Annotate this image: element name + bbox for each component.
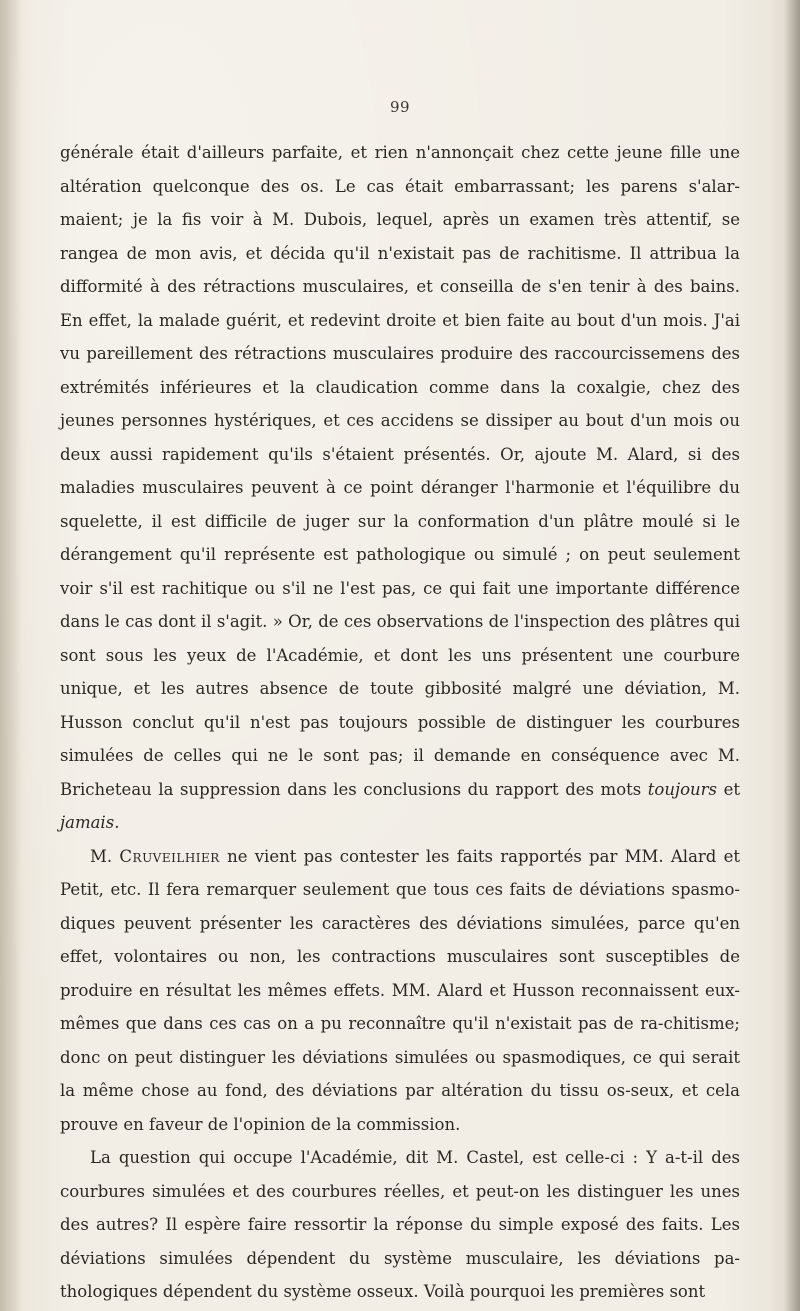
italic-word-toujours: toujours [647,779,718,799]
body-text [60,136,740,1309]
author-name-cruveilhier: Cruveilhier [119,846,220,866]
paragraph-2 [60,840,740,1142]
paragraph-1-text: générale était d'ailleurs parfaite, et rien n'annonçait chez cette jeune fille une altération quelconque des os. Le cas était embarrassant; les parens s'alar-maient; je la fis voir à M. Dubois, lequel, après un examen très attentif, se rangea de mon avis, et décida qu'il n'existait pas de rachitisme. Il attribua la difformité à des rétractions musculaires, et conseilla de s'en tenir à des bains. En effet, la malade guérit, et redevint droite et bien faite au bout d'un mois. J'ai vu pareillement des rétractions musculaires produire des raccourcissemens des extrémités inférieures et la claudication comme dans la coxalgie, chez des jeunes personnes hystériques, et ces accidens se dissiper au bout d'un mois ou deux aussi rapidement qu'ils s'étaient présentés. Or, ajoute M. Alard, si des maladies musculaires peuvent à ce point déranger l'harmonie et l'équilibre du squelette, il est difficile de juger sur la conformation d'un plâtre moulé si le dérangement qu'il représente est pathologique ou simulé ; on peut seulement voir s'il est rachitique ou s'il ne l'est pas, ce qui fait une importante différence dans le cas dont il s'agit. » Or, de ces observations de l'inspection des plâtres qui sont sous les yeux de l'Académie, et dont les uns présentent une courbure unique, et les autres absence de toute gibbosité malgré une déviation, M. Husson conclut qu'il n'est pas toujours possible de distinguer les courbures simulées de celles qui ne le sont pas; il demande en conséquence avec M. Bricheteau la suppression dans les conclusions du rapport des mots [60,143,740,799]
page-number: 99 [389,98,411,116]
page-left-shadow [0,0,22,1311]
paragraph-1-end: . [114,813,120,832]
paragraph-2-text: ne vient pas contester les faits rapportés par MM. Alard et Petit, etc. Il fera remarquer seulement que tous ces faits de déviations spasmo-diques peuvent présenter les caractères des déviations simulées, parce qu'en effet, volontaires ou non, les contractions musculaires sont susceptibles de produire en résultat les mêmes effets. MM. Alard et Husson reconnaissent eux-mêmes que dans ces cas on a pu reconnaître qu'il n'existait pas de ra-chitisme; donc on peut distinguer les déviations simulées ou spasmodiques, ce qui serait la même chose au fond, des déviations par altération du tissu os-seux, et cela prouve en faveur de l'opinion de la commission. [60,846,741,1134]
joiner-word: et [723,779,740,799]
italic-word-jamais: jamais [60,813,115,832]
paragraph-3 [60,1141,740,1309]
paragraph-1 [60,136,740,840]
page-right-shadow [784,0,800,1311]
paragraph-2-lead: M. [90,846,113,866]
paragraph-3-text: La question qui occupe l'Académie, dit M. Castel, est celle-ci : Y a-t-il des courbures simulées et des courbures réelles, et peut-on les distinguer les unes des autres? Il espère faire ressortir la réponse du simple exposé des faits. Les déviations simulées dépendent du système musculaire, les déviations pa-thologiques dépendent du système osseux. Voilà pourquoi les premières sont [60,1148,740,1301]
